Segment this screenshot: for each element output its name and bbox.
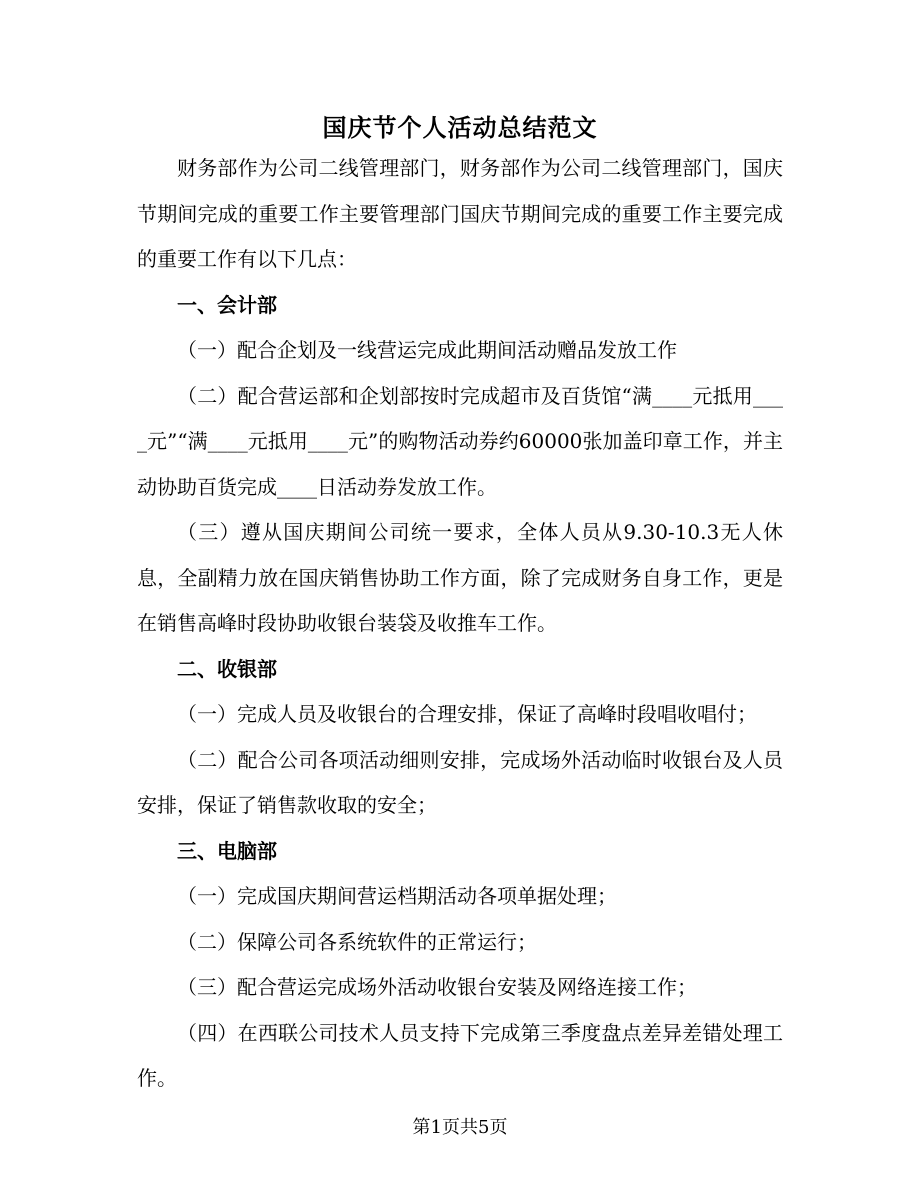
accounting-item-2: （二）配合营运部和企划部按时完成超市及百货馆“满____元抵用____元”“满____元抵用____元”的购物活动券约60000张加盖印章工作，并主动协助百货完成____日活动券发放工作。: [137, 383, 783, 499]
computer-item-4: （四）在西联公司技术人员支持下完成第三季度盘点差异差错处理工作。: [137, 1020, 783, 1090]
document-body: [137, 146, 783, 1102]
section-heading-accounting: 一、会计部: [177, 292, 277, 317]
cashier-item-1: （一）完成人员及收银台的合理安排，保证了高峰时段唱收唱付；: [177, 702, 757, 726]
page-number: 第1页共5页: [412, 1117, 508, 1138]
computer-item-2: （二）保障公司各系统软件的正常运行；: [177, 929, 537, 954]
section-heading-computer: 三、电脑部: [177, 838, 277, 863]
computer-item-3: （三）配合营运完成场外活动收银台安装及网络连接工作；: [177, 975, 697, 999]
accounting-item-1: （一）配合企划及一线营运完成此期间活动赠品发放工作: [177, 338, 677, 362]
section-heading-cashier: 二、收银部: [177, 656, 277, 681]
document-title: 国庆节个人活动总结范文: [322, 113, 598, 142]
computer-item-1: （一）完成国庆期间营运档期活动各项单据处理；: [177, 884, 617, 908]
accounting-item-3: （三）遵从国庆期间公司统一要求，全体人员从9.30-10.3无人休息，全副精力放在国庆销售协助工作方面，除了完成财务自身工作，更是在销售高峰时段协助收银台装袋及收推车工作。: [137, 520, 783, 635]
cashier-item-2: （二）配合公司各项活动细则安排，完成场外活动临时收银台及人员安排，保证了销售款收取的安全；: [137, 747, 783, 817]
intro-paragraph: 财务部作为公司二线管理部门，财务部作为公司二线管理部门，国庆节期间完成的重要工作主要管理部门国庆节期间完成的重要工作主要完成的重要工作有以下几点：: [137, 156, 783, 271]
